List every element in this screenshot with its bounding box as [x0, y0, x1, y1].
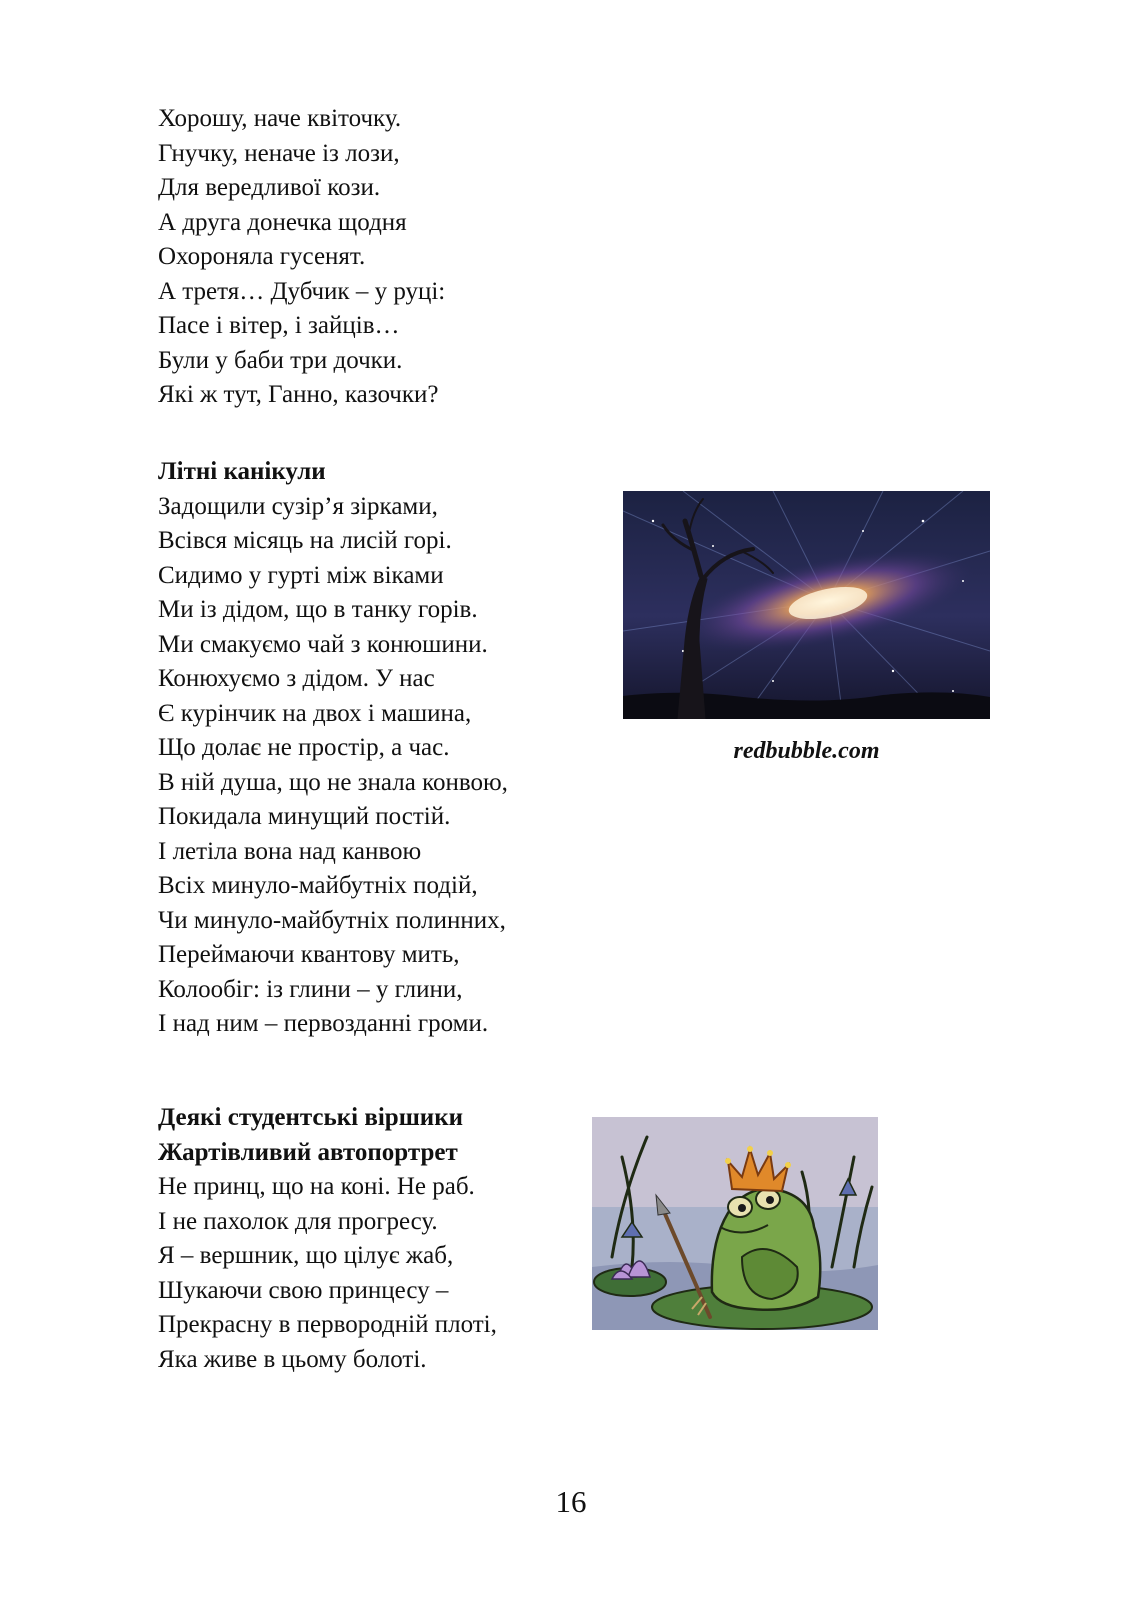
- image-caption: redbubble.com: [733, 738, 880, 764]
- poem-line: Всіх минуло-майбутніх подій,: [158, 872, 478, 899]
- poem-line: Переймаючи квантову мить,: [158, 941, 460, 968]
- night-sky-image: [623, 491, 990, 719]
- poem-line: А друга донечка щодня: [158, 208, 407, 236]
- poem-line: Для вередливої кози.: [158, 174, 381, 201]
- poem-line: А третя… Дубчик – у руці:: [158, 277, 446, 305]
- poem-title: Жартівливий автопортрет: [158, 1138, 458, 1166]
- poem-line: Не принц, що на коні. Не раб.: [158, 1173, 475, 1200]
- poem-title: Літні канікули: [158, 458, 326, 485]
- intro-stanza: [158, 102, 628, 413]
- student-poems: [158, 1101, 628, 1377]
- poem-line: Сидимо у гурті між віками: [158, 561, 444, 589]
- poem-line: Колообіг: із глини – у глини,: [158, 975, 463, 1003]
- poem-line: Ми із дідом, що в танку горів.: [158, 596, 478, 623]
- poem-line: Охороняла гусенят.: [158, 243, 366, 270]
- poem-line: І не пахолок для прогресу.: [158, 1207, 438, 1235]
- poem-line: І над ним – первозданні громи.: [158, 1010, 489, 1037]
- poem-line: Є курінчик на двох і машина,: [158, 699, 472, 727]
- section-title: Деякі студентські віршики: [158, 1104, 464, 1131]
- page-number: 16: [555, 1484, 587, 1519]
- poem-line: Що долає не простір, а час.: [158, 734, 450, 761]
- poem-line: Пасе і вітер, і зайців…: [158, 312, 400, 339]
- poem-line: Всівся місяць на лисій горі.: [158, 527, 452, 554]
- poem-line: Чи минуло-майбутніх полинних,: [158, 906, 506, 934]
- summer-poem: [158, 455, 628, 1042]
- poem-line: Прекрасну в первородній плоті,: [158, 1311, 497, 1338]
- poem-line: Шукаючи свою принцесу –: [158, 1276, 449, 1304]
- poem-line: Конюхуємо з дідом. У нас: [158, 665, 435, 692]
- frog-prince-image: [592, 1117, 878, 1330]
- poem-line: Я – вершник, що цілує жаб,: [158, 1242, 454, 1269]
- poem-line: Яка живе в цьому болоті.: [158, 1345, 427, 1373]
- poem-line: Задощили сузір’я зірками,: [158, 492, 438, 520]
- poem-line: Покидала минущий постій.: [158, 803, 451, 830]
- poem-line: Ми смакуємо чай з конюшини.: [158, 630, 488, 658]
- poem-line: І летіла вона над канвою: [158, 837, 422, 865]
- poem-line: Були у баби три дочки.: [158, 346, 403, 374]
- poem-line: Гнучку, неначе із лози,: [158, 139, 400, 167]
- poem-line: В ній душа, що не знала конвою,: [158, 768, 508, 796]
- poem-line: Хорошу, наче квіточку.: [158, 105, 402, 132]
- poem-line: Які ж тут, Ганно, казочки?: [158, 381, 439, 408]
